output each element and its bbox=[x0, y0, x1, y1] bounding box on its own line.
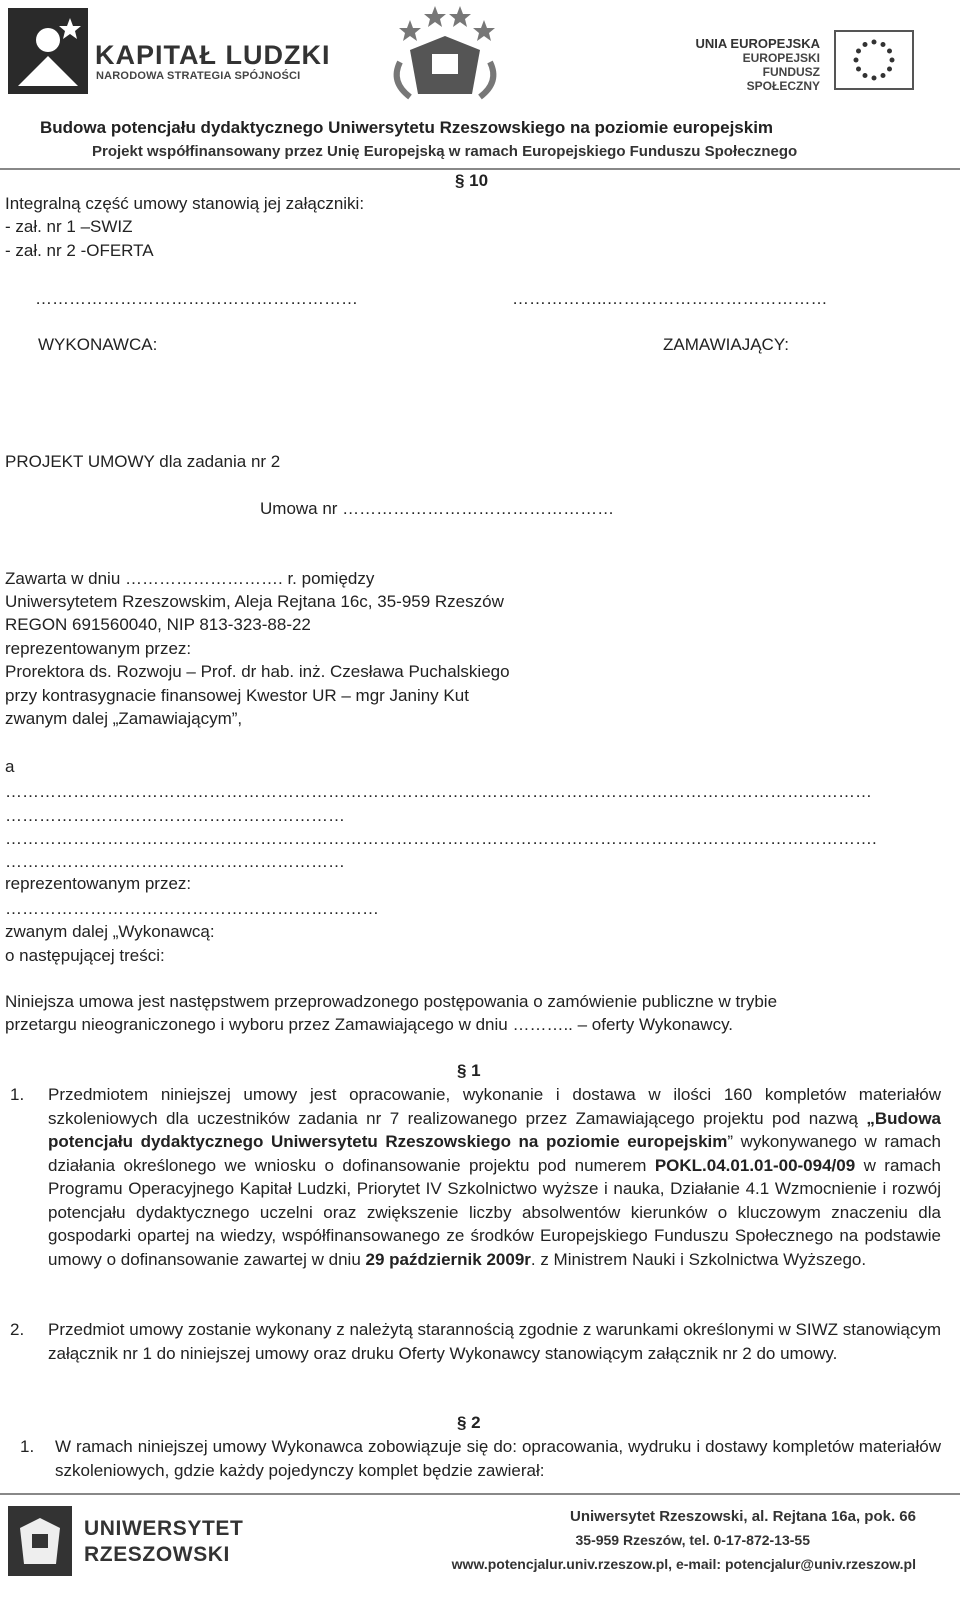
footer-ur-name-2: RZESZOWSKI bbox=[84, 1543, 230, 1566]
party-connector: a bbox=[5, 757, 15, 776]
contract-number: Umowa nr ………………………………………… bbox=[260, 499, 615, 518]
party2-alias: zwanym dalej „Wykonawcą: bbox=[5, 922, 215, 941]
project-subtitle: Projekt współfinansowany przez Unię Europejską w ramach Europejskiego Funduszu Społecznego bbox=[92, 143, 798, 160]
intro-line-2: przetargu nieograniczonego i wyboru przez Zamawiającego w dniu ……….. – oferty Wykonawcy. bbox=[5, 1015, 734, 1034]
party1-represented: reprezentowanym przez: bbox=[5, 639, 192, 658]
party1-ids: REGON 691560040, NIP 813-323-88-22 bbox=[5, 615, 311, 634]
party1-address: Uniwersytetem Rzeszowskim, Aleja Rejtana 16c, 35-959 Rzeszów bbox=[5, 592, 504, 611]
kl-title: KAPITAŁ LUDZKI bbox=[95, 40, 331, 70]
contract-project-heading: PROJEKT UMOWY dla zadania nr 2 bbox=[5, 452, 281, 471]
party2-represented: reprezentowanym przez: bbox=[5, 874, 192, 893]
party2-dots-4: …………………………………………………… bbox=[5, 852, 345, 871]
intro-line-1: Niniejsza umowa jest następstwem przeprowadzonego postępowania o zamówienie publiczne w trybie bbox=[5, 992, 778, 1011]
s1-item1-part-b: ” wykonywanego w ramach działania określonego we wniosku o dofinansowanie projektu pod numerem bbox=[48, 1132, 942, 1175]
footer-ur-name-1: UNIWERSYTET bbox=[84, 1517, 244, 1540]
party2-dots-3: ………………………………………………………………………………………………………………………………………. bbox=[5, 829, 877, 848]
s1-item1-number: 1. bbox=[10, 1085, 25, 1104]
footer-address: Uniwersytet Rzeszowski, al. Rejtana 16a, pok. 66 bbox=[570, 1508, 916, 1525]
signature-label-client: ZAMAWIAJĄCY: bbox=[663, 335, 789, 354]
party2-repr-dots: ………………………………………………………… bbox=[5, 899, 379, 918]
s1-item1-project-number: POKL.04.01.01-00-094/09 bbox=[654, 1155, 856, 1175]
attachment-2: - zał. nr 2 -OFERTA bbox=[5, 241, 154, 260]
section-1-heading: § 1 bbox=[457, 1061, 481, 1080]
eu-flag-logo bbox=[834, 30, 914, 90]
s1-item1-part-d: . z Ministrem Nauki i Szkolnictwa Wyższego. bbox=[530, 1249, 867, 1269]
eu-line2: EUROPEJSKI bbox=[742, 51, 820, 65]
page-header bbox=[0, 0, 960, 172]
signature-label-contractor: WYKONAWCA: bbox=[38, 335, 158, 354]
party1-alias: zwanym dalej „Zamawiającym”, bbox=[5, 709, 243, 728]
content-intro: o następującej treści: bbox=[5, 946, 165, 965]
attachment-1: - zał. nr 1 –SWIZ bbox=[5, 217, 133, 236]
eu-label bbox=[690, 36, 820, 93]
s2-item1-number: 1. bbox=[20, 1437, 35, 1456]
project-title: Budowa potencjału dydaktycznego Uniwersytetu Rzeszowskiego na poziomie europejskim bbox=[40, 118, 774, 137]
footer-phone: 35-959 Rzeszów, tel. 0-17-872-13-55 bbox=[575, 1532, 810, 1548]
ur-footer-logo bbox=[8, 1506, 72, 1576]
s1-item1-agreement-date: 29 październik 2009r bbox=[365, 1249, 531, 1269]
s1-item2-text: Przedmiot umowy zostanie wykonany z należytą starannością zgodnie z warunkami określonymi w SIWZ stanowiącym załącznik nr 1 do niniejszej umowy oraz druku Oferty Wykonawcy stanowiącym załącznik nr 2 do umowy. bbox=[48, 1320, 941, 1363]
s1-item2-number: 2. bbox=[10, 1320, 25, 1339]
footer-web-email: www.potencjalur.univ.rzeszow.pl, e-mail: potencjalur@univ.rzeszow.pl bbox=[451, 1556, 916, 1572]
eu-line1: UNIA EUROPEJSKA bbox=[695, 36, 820, 51]
signature-dots-left: ………………………………………………… bbox=[35, 289, 358, 308]
section-10-heading: § 10 bbox=[455, 171, 489, 190]
party1-countersign: przy kontrasygnacie finansowej Kwestor UR – mgr Janiny Kut bbox=[5, 686, 469, 705]
s1-item1-part-c: w ramach Programu Operacyjnego Kapitał Ludzki, Priorytet IV Szkolnictwo wyższe i nauka, Działanie 4.1 Wzmocnienie i rozwój potencjału dydaktycznego uczelni oraz zwiększenie liczby absolwentów kierunków o kluczowym znaczeniu dla gospodarki opartej na wiedzy, współfinansowanego ze środków Europejskiego Funduszu Społecznego na podstawie umowy o dofinansowanie zawartej w dniu bbox=[48, 1155, 941, 1269]
eu-line3: FUNDUSZ SPOŁECZNY bbox=[746, 65, 820, 93]
kapital-ludzki-logo bbox=[8, 8, 88, 94]
kl-subtitle: NARODOWA STRATEGIA SPÓJNOŚCI bbox=[96, 70, 301, 82]
s1-item1-part-a: Przedmiotem niniejszej umowy jest opracowanie, wykonanie i dostawa w ilości 160 kompletów materiałów szkoleniowych dla uczestników zadania nr 7 realizowanego przez Zamawiającego projektu pod nazwą bbox=[48, 1085, 941, 1128]
signature-dots-right: ……………..………………………………… bbox=[512, 289, 828, 308]
footer-divider bbox=[0, 1493, 960, 1495]
s2-item1-text: W ramach niniejszej umowy Wykonawca zobowiązuje się do: opracowania, wydruku i dostawy kompletów materiałów szkoleniowych, gdzie każdy pojedynczy komplet będzie zawierał: bbox=[55, 1437, 941, 1480]
section-2-heading: § 2 bbox=[457, 1413, 481, 1432]
party2-dots-2: …………………………………………………… bbox=[5, 806, 345, 825]
ur-emblem-logo bbox=[380, 2, 510, 102]
s1-item1-project-name: „Budowa potencjału dydaktycznego Uniwersytetu Rzeszowskiego na poziomie europejskim bbox=[48, 1108, 941, 1151]
party1-representative: Prorektora ds. Rozwoju – Prof. dr hab. inż. Czesława Puchalskiego bbox=[5, 662, 510, 681]
contract-date: Zawarta w dniu ………………………. r. pomiędzy bbox=[5, 569, 375, 588]
party2-dots-1: ……………………………………………………………………………………………………………………………………… bbox=[5, 782, 872, 801]
s1-item1-text bbox=[48, 1083, 941, 1271]
attachments-line: Integralną część umowy stanowią jej załączniki: bbox=[5, 194, 365, 213]
